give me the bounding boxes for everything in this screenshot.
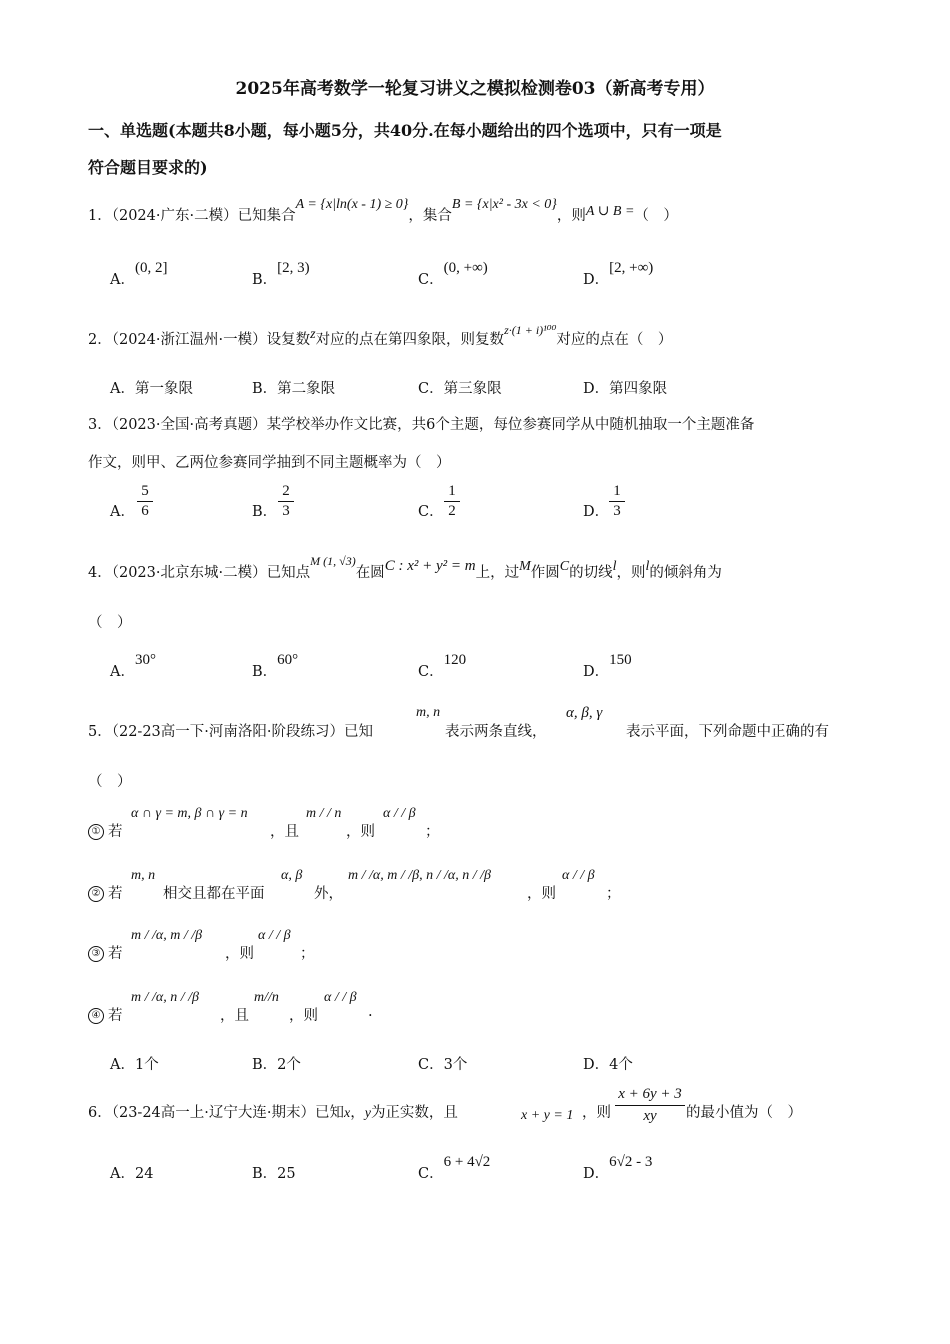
q5-option-b[interactable]: B．2个 xyxy=(252,1057,301,1073)
q6-stem-pre: 6．（23-24高一上·辽宁大连·期末）已知x，y为正实数，且 xyxy=(88,1105,458,1121)
q2-var-z: z xyxy=(310,327,316,342)
q5-s1-expr3: α / / β xyxy=(383,806,416,821)
q4-stem-mid5: ，则 xyxy=(616,565,646,581)
q1-set-a: A = {x|ln(x - 1) ≥ 0} xyxy=(295,197,409,212)
q5-stem-pre: 5．（22-23高一下·河南洛阳·阶段练习）已知 xyxy=(88,724,373,740)
q3-option-d-label[interactable]: D． xyxy=(583,504,610,520)
q5-option-a[interactable]: A．1个 xyxy=(110,1057,159,1073)
q4-stem-line2: （ ） xyxy=(88,615,132,631)
q6-option-b[interactable]: B．25 xyxy=(252,1166,296,1182)
q4-option-c[interactable]: C．120 xyxy=(418,652,467,680)
circle-4-icon: ④ xyxy=(88,1008,104,1024)
q4-var-l2: l xyxy=(645,559,650,574)
q5-lines: m, n xyxy=(416,705,441,720)
q5-planes: α, β, γ xyxy=(566,705,603,721)
q5-s4-ze: ，则 xyxy=(289,1008,318,1024)
q6-fraction-denominator: xy xyxy=(643,1108,657,1124)
q3-option-b-label[interactable]: B． xyxy=(252,504,278,520)
q3-option-a-fraction[interactable]: 5 6 xyxy=(137,483,153,520)
q6-option-a[interactable]: A．24 xyxy=(110,1166,154,1182)
circle-1-icon: ① xyxy=(88,824,104,840)
q4-option-a[interactable]: A．30° xyxy=(110,652,156,680)
q2-option-d[interactable]: D．第四象限 xyxy=(583,381,668,397)
q6-fraction-numerator: x + 6y + 3 xyxy=(618,1086,682,1102)
q5-stem-line2: （ ） xyxy=(88,774,132,790)
q6-var-x: x xyxy=(344,1106,351,1121)
q3-stem-line2: 作文，则甲、乙两位参赛同学抽到不同主题概率为（ ） xyxy=(88,455,451,471)
q1-stem-post: ，则 xyxy=(556,208,586,224)
q5-s1-end: ； xyxy=(425,824,440,840)
q5-statement-2-lead: ② 若 xyxy=(88,882,123,903)
q5-option-d[interactable]: D．4个 xyxy=(583,1057,633,1073)
q5-statement-1-lead: ① 若 xyxy=(88,820,123,841)
q1-option-a[interactable]: A．(0, 2] xyxy=(110,260,168,288)
q5-stem-post: 表示平面，下列命题中正确的有 xyxy=(626,724,829,740)
q5-s2-wai: 外， xyxy=(314,886,343,902)
q5-s1-expr1: α ∩ γ = m, β ∩ γ = n xyxy=(131,806,248,821)
q3-option-a-label[interactable]: A． xyxy=(110,504,135,520)
q3-option-c-fraction[interactable]: 1 2 xyxy=(444,483,460,520)
q6-option-c[interactable]: C．6 + 4√2 xyxy=(418,1154,491,1182)
q5-s4-expr2: m//n xyxy=(254,990,279,1005)
q2-option-a[interactable]: A．第一象限 xyxy=(110,381,193,397)
q5-s3-expr2: α / / β xyxy=(258,928,291,943)
q2-option-b[interactable]: B．第二象限 xyxy=(252,381,336,397)
q5-s4-qie: ，且 xyxy=(220,1008,249,1024)
q1-set-b: B = {x|x² - 3x < 0} xyxy=(451,197,557,212)
q5-s1-qie: ，且 xyxy=(270,824,299,840)
q5-s2-expr1: m, n xyxy=(131,868,156,883)
q4-var-l1: l xyxy=(612,559,617,574)
q2-expr: z·(1 + i)¹⁰⁰ xyxy=(504,323,557,337)
q4-stem-mid4: 的切线 xyxy=(569,565,613,581)
q5-s2-expr4: α / / β xyxy=(562,868,595,883)
q5-s3-end: ； xyxy=(300,946,315,962)
q5-s4-expr3: α / / β xyxy=(324,990,357,1005)
q4-var-m: M xyxy=(519,559,531,574)
q1-option-c[interactable]: C．(0, +∞) xyxy=(418,260,488,288)
q1-stem-pre: 1．（2024·广东·二模）已知集合 xyxy=(88,208,296,224)
q5-statement-4-lead: ④ 若 xyxy=(88,1004,123,1025)
q5-statement-3-lead: ③ 若 xyxy=(88,942,123,963)
q4-option-d[interactable]: D．150 xyxy=(583,652,632,680)
q5-s1-expr2: m / / n xyxy=(306,806,342,821)
q5-s2-expr3: m / /α, m / /β, n / /α, n / /β xyxy=(348,868,491,883)
q4-option-b[interactable]: B．60° xyxy=(252,652,299,680)
q1-stem-end: （ ） xyxy=(634,208,678,224)
q5-option-c[interactable]: C．3个 xyxy=(418,1057,468,1073)
q6-stem-post: 的最小值为（ ） xyxy=(686,1105,802,1121)
circle-2-icon: ② xyxy=(88,886,104,902)
q3-option-c-label[interactable]: C． xyxy=(418,504,444,520)
q4-point: M (1, √3) xyxy=(310,554,356,568)
q4-stem-pre: 4．（2023·北京东城·二模）已知点 xyxy=(88,565,311,581)
q2-option-c[interactable]: C．第三象限 xyxy=(418,381,502,397)
q5-stem-mid: 表示两条直线， xyxy=(445,724,547,740)
q1-stem-mid: ，集合 xyxy=(408,208,452,224)
q5-s2-end: ； xyxy=(606,886,621,902)
q6-fraction xyxy=(615,1086,685,1125)
question-1 xyxy=(88,197,678,225)
q5-s2-text: 相交且都在平面 xyxy=(163,886,265,902)
circle-3-icon: ③ xyxy=(88,946,104,962)
q4-stem-mid2: 上，过 xyxy=(475,565,520,581)
q4-var-c: C xyxy=(559,559,570,574)
q1-option-b[interactable]: B．[2, 3) xyxy=(252,260,310,288)
q4-stem-post: 的倾斜角为 xyxy=(649,565,722,581)
page-title: 2025年高考数学一轮复习讲义之模拟检测卷03（新高考专用） xyxy=(235,79,715,99)
q6-option-d[interactable]: D．6√2 - 3 xyxy=(583,1154,653,1182)
q5-s4-end: . xyxy=(368,1004,373,1020)
q5-s3-expr1: m / /α, m / /β xyxy=(131,928,203,943)
q3-option-d-fraction[interactable]: 1 3 xyxy=(609,483,625,520)
q6-condition: x + y = 1 xyxy=(521,1108,574,1123)
q2-stem-mid: 对应的点在第四象限，则复数 xyxy=(315,332,505,348)
q1-option-d[interactable]: D．[2, +∞) xyxy=(583,260,654,288)
q5-s1-ze: ，则 xyxy=(346,824,375,840)
q3-stem-line1: 3．（2023·全国·高考真题）某学校举办作文比赛，共6个主题，每位参赛同学从中随机抽取一个主题准备 xyxy=(88,417,755,433)
section-header-line2: 符合题目要求的) xyxy=(88,158,208,177)
q2-stem-pre: 2．（2024·浙江温州·一模）设复数 xyxy=(88,332,311,348)
q6-fraction-bar xyxy=(615,1105,685,1106)
q5-s4-expr1: m / /α, n / /β xyxy=(131,990,199,1005)
q6-ze: ，则 xyxy=(582,1105,611,1121)
q4-stem-mid3: 作圆 xyxy=(530,565,560,581)
question-2 xyxy=(88,323,673,349)
q5-s2-expr2: α, β xyxy=(281,868,303,883)
q5-s3-ze: ，则 xyxy=(225,946,254,962)
q4-circle: C : x² + y² = m xyxy=(384,558,476,574)
question-4 xyxy=(88,554,722,582)
q4-stem-mid1: 在圆 xyxy=(355,565,385,581)
q2-stem-post: 对应的点在（ ） xyxy=(556,332,673,348)
q1-union-expr: A ∪ B = xyxy=(585,204,635,219)
section-header-line1: 一、单选题(本题共8小题，每小题5分，共40分.在每小题给出的四个选项中，只有一项是 xyxy=(88,121,722,140)
q3-option-b-fraction[interactable]: 2 3 xyxy=(278,483,294,520)
q5-s2-ze: ，则 xyxy=(527,886,556,902)
q6-var-y: y xyxy=(364,1106,371,1121)
